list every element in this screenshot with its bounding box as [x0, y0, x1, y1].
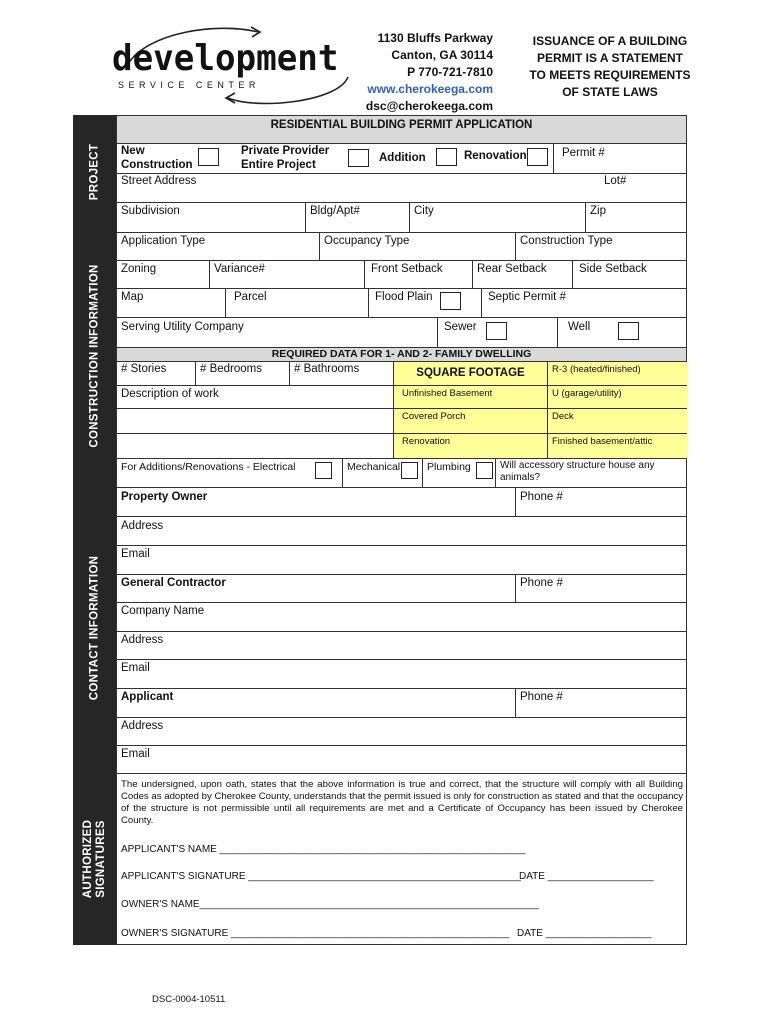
signatures-label-line-2: SIGNATURES	[94, 820, 107, 898]
unfinished-basement-field[interactable]	[393, 386, 547, 408]
r3-field[interactable]	[547, 362, 688, 385]
construction-type-label: Construction Type	[520, 235, 613, 247]
application-type-label: Application Type	[121, 235, 206, 247]
address-line-1: 1130 Bluffs Parkway	[377, 31, 493, 45]
address-line-2: Canton, GA 30114	[391, 48, 493, 62]
contractor-email-row[interactable]	[117, 660, 686, 689]
side-setback-field[interactable]	[572, 261, 688, 288]
covered-porch-field[interactable]	[393, 409, 547, 433]
notice-line-2: PERMIT IS A STATEMENT	[537, 51, 683, 65]
contractor-email-label: Email	[121, 662, 150, 674]
legal-notice	[515, 33, 705, 101]
serving-utility-label: Serving Utility Company	[121, 321, 244, 333]
dwelling-counts-row	[117, 362, 686, 386]
septic-permit-field[interactable]	[481, 289, 688, 317]
office-phone: P 770-721-7810	[407, 65, 493, 79]
logo-wordmark: development	[112, 38, 339, 79]
owner-date-line[interactable]: DATE ___________________	[517, 928, 652, 939]
contractor-address-label: Address	[121, 634, 164, 646]
finished-basement-label: Finished basement/attic	[552, 436, 653, 447]
finished-basement-field[interactable]	[547, 434, 688, 458]
section-project-label: PROJECT	[88, 143, 100, 200]
flood-plain-label: Flood Plain	[375, 291, 433, 303]
permit-form	[116, 115, 687, 945]
property-owner-row[interactable]	[117, 488, 686, 517]
bedrooms-label: # Bedrooms	[200, 363, 263, 375]
parcel-field[interactable]	[225, 289, 368, 317]
mechanical-label: Mechanical	[347, 461, 401, 473]
utility-row	[117, 318, 686, 348]
occupancy-type-field[interactable]	[319, 233, 515, 260]
form-title-row	[117, 116, 686, 144]
contractor-address-row[interactable]	[117, 632, 686, 660]
applicant-row[interactable]	[117, 689, 686, 718]
mechanical-checkbox[interactable]	[401, 462, 418, 479]
owner-signature-line[interactable]: OWNER'S SIGNATURE __________________________________________________	[121, 928, 510, 939]
city-label: City	[414, 205, 434, 217]
applicant-email-row[interactable]	[117, 746, 686, 774]
section-project	[73, 115, 116, 228]
well-label: Well	[568, 321, 591, 333]
renovation-sf-field[interactable]	[393, 434, 547, 458]
owner-email-row[interactable]	[117, 546, 686, 575]
applicant-address-row[interactable]	[117, 718, 686, 746]
section-signatures	[73, 773, 116, 945]
bathrooms-field[interactable]	[289, 362, 393, 385]
private-provider-checkbox[interactable]	[348, 149, 369, 167]
flood-plain-field	[368, 289, 481, 317]
addition-label: Addition	[379, 152, 426, 164]
contractor-phone-field[interactable]	[515, 575, 688, 602]
contractor-phone-label: Phone #	[520, 577, 563, 589]
renovation-checkbox[interactable]	[527, 148, 548, 166]
signatures-label-line-1: AUTHORIZED	[81, 819, 94, 899]
description-row-2[interactable]	[117, 409, 686, 434]
deck-field[interactable]	[547, 409, 688, 433]
owner-address-row[interactable]	[117, 517, 686, 546]
applicant-phone-field[interactable]	[515, 689, 688, 717]
project-type-row	[117, 144, 686, 174]
applicant-address-label: Address	[121, 720, 164, 732]
website-link[interactable]: www.cherokeega.com	[367, 82, 493, 96]
bedrooms-field[interactable]	[195, 362, 289, 385]
flood-plain-checkbox[interactable]	[440, 292, 461, 310]
occupancy-type-label: Occupancy Type	[324, 235, 410, 247]
application-type-row	[117, 233, 686, 261]
zoning-label: Zoning	[121, 263, 157, 275]
rear-setback-field[interactable]	[472, 261, 572, 288]
property-owner-label: Property Owner	[121, 491, 208, 503]
applicant-phone-label: Phone #	[520, 691, 563, 703]
construction-type-field[interactable]	[515, 233, 688, 260]
accessory-structure-field[interactable]	[495, 459, 688, 487]
applicant-name-line[interactable]: APPLICANT'S NAME _______________________________________________________	[121, 844, 526, 855]
zoning-row	[117, 261, 686, 289]
subdivision-label: Subdivision	[121, 205, 180, 217]
front-setback-field[interactable]	[364, 261, 472, 288]
form-code: DSC-0004-10511	[152, 994, 226, 1005]
section-construction	[73, 228, 116, 483]
stories-label: # Stories	[121, 363, 167, 375]
trades-row	[117, 459, 686, 488]
bldg-apt-label: Bldg/Apt#	[310, 205, 360, 217]
office-email[interactable]: dsc@cherokeega.com	[365, 99, 493, 113]
section-contact	[73, 483, 116, 773]
description-row-1	[117, 386, 686, 409]
square-footage-header	[393, 362, 547, 385]
sewer-label: Sewer	[444, 321, 477, 333]
logo-subtitle: SERVICE CENTER	[118, 80, 260, 90]
form-title: RESIDENTIAL BUILDING PERMIT APPLICATION	[270, 119, 533, 131]
plumbing-field	[422, 459, 495, 487]
accessory-structure-label: Will accessory structure house any animals?	[500, 460, 655, 483]
deck-label: Deck	[552, 411, 574, 422]
city-field[interactable]	[409, 203, 585, 232]
map-row	[117, 289, 686, 318]
company-name-label: Company Name	[121, 605, 205, 617]
private-provider-label: Private Provider Entire Project	[241, 145, 330, 171]
well-field	[557, 318, 688, 347]
required-data-title: REQUIRED DATA FOR 1- AND 2- FAMILY DWELLING	[271, 348, 532, 360]
description-row-3[interactable]	[117, 434, 686, 459]
zip-label: Zip	[590, 205, 606, 217]
side-setback-label: Side Setback	[579, 263, 647, 275]
applicant-email-label: Email	[121, 748, 150, 760]
owner-address-label: Address	[121, 520, 164, 532]
general-contractor-row[interactable]	[117, 575, 686, 603]
addition-checkbox[interactable]	[436, 148, 457, 166]
bathrooms-label: # Bathrooms	[294, 363, 360, 375]
sewer-field	[437, 318, 557, 347]
office-contact-block	[330, 30, 493, 115]
subdivision-row	[117, 203, 686, 233]
sewer-checkbox[interactable]	[486, 322, 507, 340]
front-setback-label: Front Setback	[371, 263, 443, 275]
r3-label: R-3 (heated/finished)	[552, 364, 641, 375]
general-contractor-label: General Contractor	[121, 577, 226, 589]
lot-number-label: Lot#	[604, 175, 627, 187]
required-data-header	[117, 348, 686, 362]
notice-line-4: OF STATE LAWS	[562, 85, 658, 99]
for-additions-label: For Additions/Renovations - Electrical	[121, 461, 296, 473]
section-construction-label: CONSTRUCTION INFORMATION	[88, 263, 100, 448]
street-address-label: Street Address	[121, 175, 197, 187]
electrical-checkbox[interactable]	[315, 462, 332, 479]
u-garage-label: U (garage/utility)	[552, 388, 622, 399]
renovation-sf-label: Renovation	[402, 436, 451, 447]
mechanical-field	[342, 459, 422, 487]
unfinished-basement-label: Unfinished Basement	[402, 388, 493, 399]
plumbing-label: Plumbing	[427, 461, 471, 473]
owner-phone-field[interactable]	[515, 488, 688, 516]
septic-permit-label: Septic Permit #	[488, 291, 566, 303]
signatures-block	[117, 774, 686, 946]
section-signatures-label	[82, 820, 108, 898]
permit-number-field[interactable]	[553, 144, 688, 173]
renovation-label: Renovation	[464, 150, 527, 162]
u-garage-field[interactable]	[547, 386, 688, 408]
owner-name-line[interactable]: OWNER'S NAME_____________________________________________________________	[121, 899, 539, 910]
square-footage-label: SQUARE FOOTAGE	[416, 367, 525, 379]
notice-line-1: ISSUANCE OF A BUILDING	[532, 34, 688, 48]
description-of-work-label: Description of work	[121, 388, 219, 400]
owner-phone-label: Phone #	[520, 491, 563, 503]
street-address-row	[117, 174, 686, 203]
parcel-label: Parcel	[234, 291, 267, 303]
plumbing-checkbox[interactable]	[476, 462, 493, 479]
notice-line-3: TO MEETS REQUIREMENTS	[529, 68, 691, 82]
bldg-apt-field[interactable]	[305, 203, 409, 232]
applicant-signature-line[interactable]: APPLICANT'S SIGNATURE _________________________________________________	[121, 871, 521, 882]
rear-setback-label: Rear Setback	[477, 263, 547, 275]
variance-label: Variance#	[214, 263, 265, 275]
applicant-date-line[interactable]: DATE ___________________	[519, 871, 654, 882]
new-construction-label: New Construction	[121, 145, 193, 171]
covered-porch-label: Covered Porch	[402, 411, 466, 422]
well-checkbox[interactable]	[618, 322, 639, 340]
applicant-label: Applicant	[121, 691, 174, 703]
variance-field[interactable]	[209, 261, 364, 288]
zip-field[interactable]	[585, 203, 688, 232]
map-label: Map	[121, 291, 144, 303]
company-name-row[interactable]	[117, 603, 686, 632]
owner-email-label: Email	[121, 548, 150, 560]
permit-number-label: Permit #	[562, 147, 605, 159]
new-construction-checkbox[interactable]	[198, 148, 219, 166]
section-contact-label: CONTACT INFORMATION	[88, 555, 100, 701]
oath-statement: The undersigned, upon oath, states that the above information is true and correct, that the structure will comply with all Building Codes as adopted by Cherokee County, understands that the permit issued is only for construction as stated and that the occupancy of the structure is not permissible until all requirements are met and a Certificate of Occupancy has been issued by Cherokee County.	[121, 779, 683, 826]
